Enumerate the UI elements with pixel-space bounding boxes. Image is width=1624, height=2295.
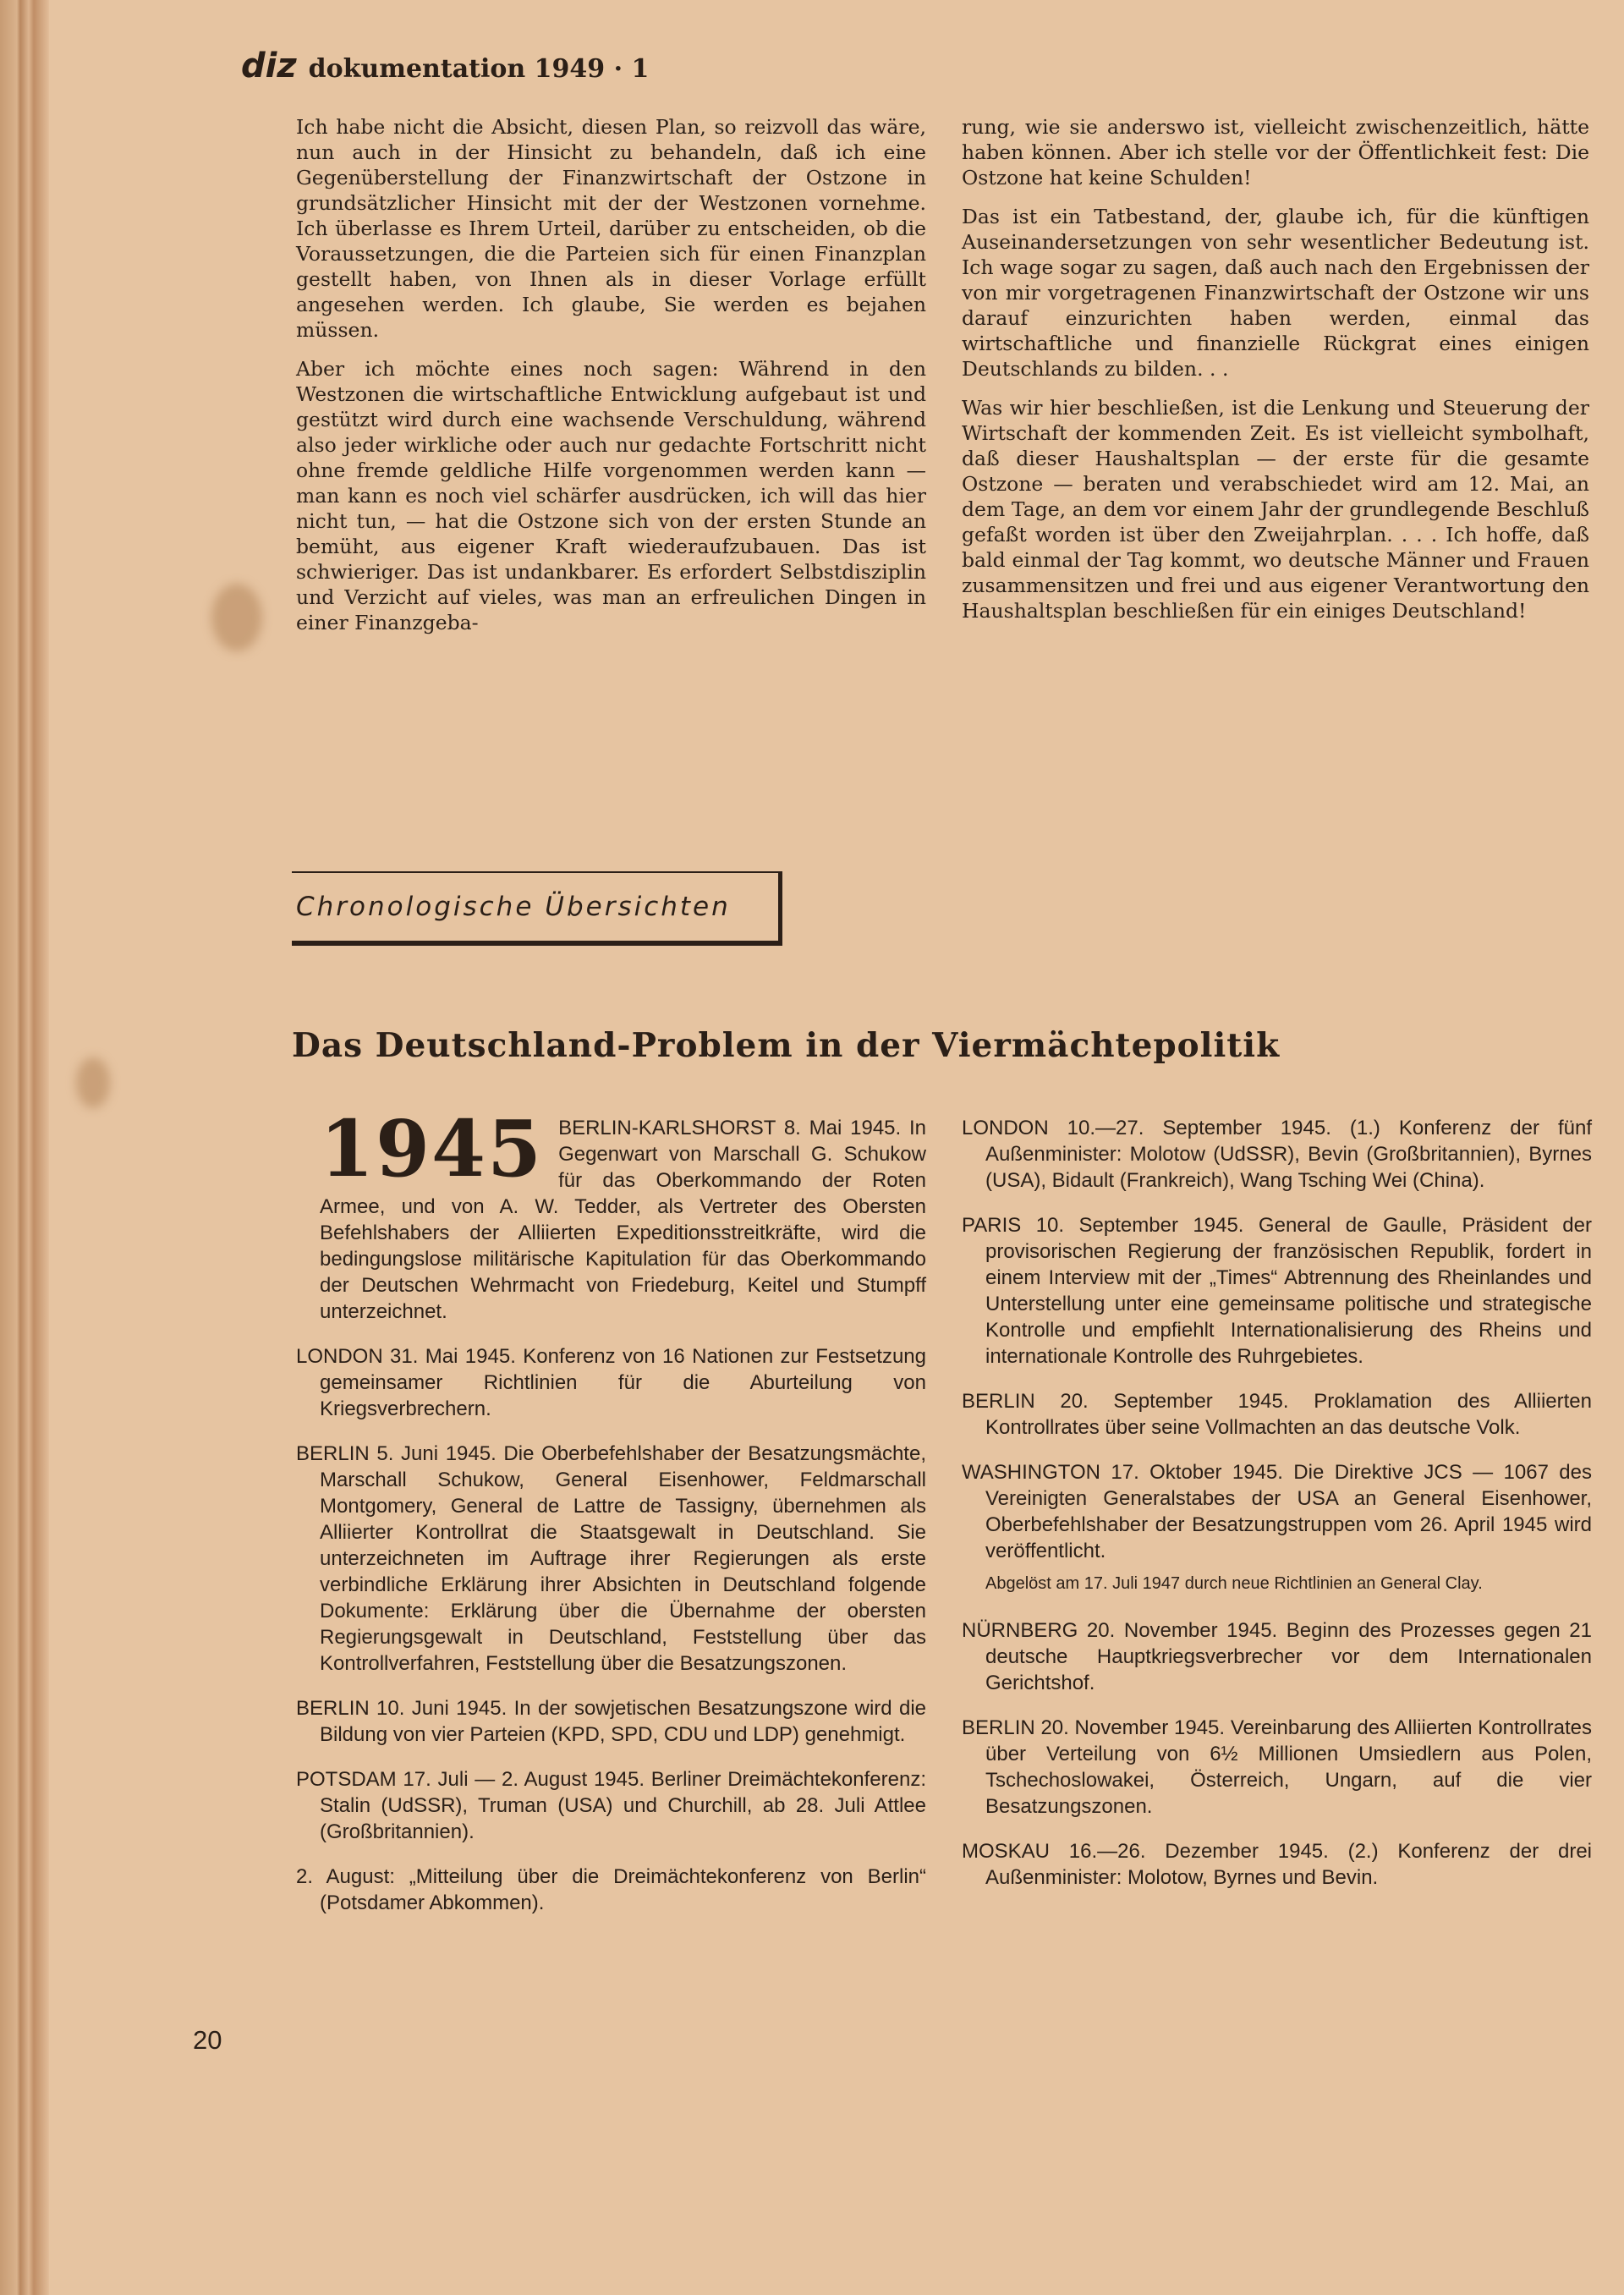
chronology-right-column bbox=[962, 1115, 1592, 1909]
list-item: POTSDAM 17. Juli — 2. August 1945. Berliner Dreimächtekonferenz: Stalin (UdSSR), Truman (USA) und Churchill, ab 28. Juli Attlee (Großbritannien). bbox=[296, 1768, 926, 1843]
list-item: LONDON 31. Mai 1945. Konferenz von 16 Nationen zur Festsetzung gemeinsamer Richtlinien für die Aburteilung von Kriegsverbrechern. bbox=[296, 1345, 926, 1420]
list-item: 2. August: „Mitteilung über die Dreimächtekonferenz von Berlin“ (Potsdamer Abkommen). bbox=[296, 1865, 926, 1914]
paragraph: Das ist ein Tatbestand, der, glaube ich, für die künftigen Auseinandersetzungen von sehr wesentlicher Bedeutung ist. Ich wage sogar zu sagen, daß auch nach den Ergebnissen der von mir vorgetragenen Finanzwirtschaft der Ostzone wir uns darauf einzurichten haben werden, einmal das wirtschaftliche und finanzielle Rückgrat eines einigen Deutschlands zu bilden. . . bbox=[962, 205, 1589, 381]
stain bbox=[211, 584, 262, 651]
list-item: BERLIN 20. November 1945. Vereinbarung des Alliierten Kontrollrates über Verteilung von 6½ Millionen Umsiedlern aus Polen, Tschechoslowakei, Österreich, Ungarn, auf die vier Besatzungszonen. bbox=[962, 1716, 1592, 1818]
paragraph: rung, wie sie anderswo ist, vielleicht zwischenzeitlich, hätte haben können. Aber ich stelle vor der Öffentlichkeit fest: Die Ostzone hat keine Schulden! bbox=[962, 115, 1589, 189]
list-item: WASHINGTON 17. Oktober 1945. Die Direktive JCS — 1067 des Vereinigten Generalstabes der USA an General Eisenhower, Oberbefehlshaber der Besatzungstruppen vom 26. April 1945 wird veröffentlicht. bbox=[962, 1461, 1592, 1562]
chronology-left-column bbox=[296, 1103, 926, 1935]
article-left-column bbox=[296, 114, 926, 649]
list-item-note: Abgelöst am 17. Juli 1947 durch neue Richtlinien an General Clay. bbox=[985, 1574, 1483, 1593]
stain bbox=[76, 1057, 110, 1108]
list-item: LONDON 10.—27. September 1945. (1.) Konferenz der fünf Außenminister: Molotow (UdSSR), Bevin (Großbritannien), Byrnes (USA), Bidault (Frankreich), Wang Tsching Wei (China). bbox=[962, 1117, 1592, 1192]
list-item: NÜRNBERG 20. November 1945. Beginn des Prozesses gegen 21 deutsche Hauptkriegsverbrecher vor dem Internationalen Gerichtshof. bbox=[962, 1619, 1592, 1694]
diz-logo: diz bbox=[241, 47, 297, 85]
list-item: PARIS 10. September 1945. General de Gaulle, Präsident der provisorischen Regierung der französischen Republik, fordert in einem Interview mit der „Times“ Abtrennung des Rheinlandes und Unterstellung unter eine gemeinsame politische und strategische Kontrolle und empfiehlt Internationalisierung des Rheins und internationale Kontrolle des Ruhrgebietes. bbox=[962, 1214, 1592, 1368]
list-item bbox=[296, 1103, 926, 1325]
list-item: BERLIN 10. Juni 1945. In der sowjetischen Besatzungszone wird die Bildung von vier Parteien (KPD, SPD, CDU und LDP) genehmigt. bbox=[296, 1697, 926, 1746]
list-item: BERLIN 20. September 1945. Proklamation des Alliierten Kontrollrates über seine Vollmachten an das deutsche Volk. bbox=[962, 1390, 1592, 1439]
list-item: BERLIN 5. Juni 1945. Die Oberbefehlshaber der Besatzungsmächte, Marschall Schukow, General Eisenhower, Feldmarschall Montgomery, General de Lattre de Tassigny, übernehmen als Alliierter Kontrollrat die Staatsgewalt in Deutschland. Sie unterzeichneten im Auftrage ihrer Regierungen als erste verbindliche Erklärung ihrer Absichten in Deutschland folgende Dokumente: Erklärung über die Übernahme der obersten Regierungsgewalt in Deutschland, Feststellung über das Kontrollverfahren, Feststellung über die Besatzungszonen. bbox=[296, 1442, 926, 1675]
page-edge bbox=[0, 0, 49, 2295]
list-item: MOSKAU 16.—26. Dezember 1945. (2.) Konferenz der drei Außenminister: Molotow, Byrnes und Bevin. bbox=[962, 1840, 1592, 1889]
paragraph: Ich habe nicht die Absicht, diesen Plan, so reizvoll das wäre, nun auch in der Hinsicht zu behandeln, daß ich eine Gegenüberstellung der Finanzwirtschaft der Ostzone in grundsätzlicher Hinsicht mit der der Westzonen vornehme. Ich überlasse es Ihrem Urteil, darüber zu entscheiden, ob die Voraussetzungen, die die Parteien sich für einen Finanzplan gestellt haben, von Ihnen als in dieser Vorlage erfüllt angesehen werden. Ich glaube, Sie werden es bejahen müssen. bbox=[296, 115, 926, 342]
year-heading: 1945 bbox=[320, 1103, 544, 1194]
paragraph: Was wir hier beschließen, ist die Lenkung und Steuerung der Wirtschaft der kommenden Zeit. Es ist vielleicht symbolhaft, daß dieser Haushaltsplan — der erste für die gesamte Ostzone — beraten und verabschiedet wird am 12. Mai, an dem Tage, an dem vor einem Jahr der grundlegende Beschluß gefaßt worden ist über den Zweijahrplan. . . . Ich hoffe, daß bald einmal der Tag kommt, wo deutsche Männer und Frauen zusammensitzen und frei und aus eigener Verantwortung den Haushaltsplan beschließen für ein einiges Deutschland! bbox=[962, 396, 1589, 623]
section-label-box bbox=[292, 871, 782, 946]
paragraph: Aber ich möchte eines noch sagen: Während in den Westzonen die wirtschaftliche Entwicklung aufgebaut ist und gestützt wird durch eine wachsende Verschuldung, während also jeder wirkliche oder auch nur gedachte Fortschritt nicht ohne fremde geldliche Hilfe vorgenommen werden kann — man kann es noch viel schärfer ausdrücken, ich will das hier nicht tun, — hat die Ostzone sich von der ersten Stunde an bemüht, aus eigener Kraft wiederaufzubauen. Das ist schwieriger. Das ist undankbarer. Es erfordert Selbstdisziplin und Verzicht auf vieles, was man an erfreulichen Dingen in einer Finanzgeba- bbox=[296, 357, 926, 634]
section-label: Chronologische Übersichten bbox=[296, 892, 731, 922]
page-number: 20 bbox=[193, 2025, 222, 2055]
article-right-column bbox=[962, 114, 1589, 637]
page-header bbox=[241, 47, 649, 85]
entry-text: BERLIN-KARLSHORST 8. Mai 1945. In Gegenwart von Marschall G. Schukow für das Oberkommando der Roten Armee, und von A. W. Tedder, als Vertreter des Obersten Befehlshabers der Alliierten Expeditionsstreitkräfte, wird die bedingungslose militärische Kapitulation für das Oberkommando der Deutschen Wehrmacht von Friedeburg, Keitel und Stumpff unterzeichnet. bbox=[320, 1117, 926, 1323]
main-heading: Das Deutschland-Problem in der Viermächtepolitik bbox=[292, 1026, 1281, 1065]
header-title: dokumentation 1949 · 1 bbox=[308, 54, 650, 84]
